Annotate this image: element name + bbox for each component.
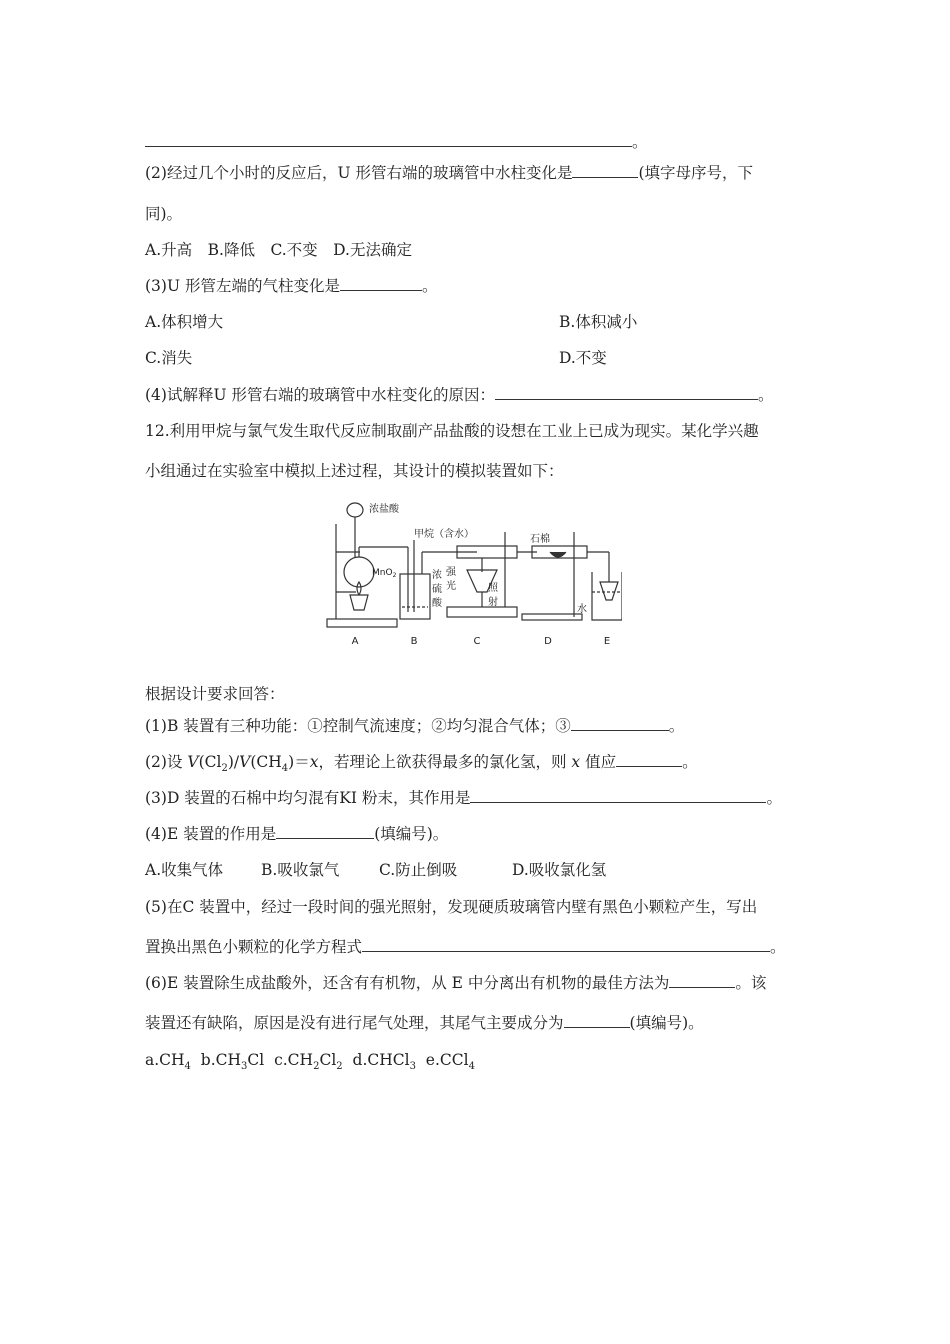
fill-blank[interactable]: [572, 163, 638, 178]
sub-question-3: (3)D 装置的石棉中均匀混有KI 粉末，其作用是 。: [145, 789, 782, 807]
label-c: C: [473, 636, 481, 647]
label-d: D: [544, 636, 552, 647]
fill-blank[interactable]: [571, 716, 669, 731]
question-3: (3)U 形管左端的气柱变化是 。: [145, 277, 438, 295]
answer-intro: 根据设计要求回答：: [145, 685, 285, 703]
label-e: E: [603, 636, 611, 647]
fill-blank[interactable]: [145, 132, 632, 147]
label-methane: 甲烷（含水）: [414, 529, 474, 540]
fill-blank[interactable]: [669, 973, 735, 988]
label-acid-2: 硫: [432, 584, 442, 595]
fill-blank[interactable]: [276, 824, 374, 839]
fill-blank[interactable]: [470, 788, 766, 803]
apparatus-d-base: [522, 614, 582, 620]
label-hcl: 浓盐酸: [369, 504, 399, 515]
apparatus-e-beaker: [592, 572, 622, 620]
fill-blank[interactable]: [340, 276, 422, 291]
flame: [357, 582, 361, 595]
label-a: A: [351, 636, 359, 647]
apparatus-c-base: [447, 607, 517, 617]
label-mno2: MnO$_2$: [372, 568, 397, 579]
question-2-cont: 同)。: [145, 205, 183, 223]
sub-question-2: (2)设 $V(Cl_2)/V(CH_4)=x$，若理论上欲获得最多的氯化氢，则 x 值应 。: [145, 753, 698, 775]
alcohol-lamp: [350, 595, 368, 610]
label-acid-3: 酸: [432, 598, 442, 609]
sub-question-6-line2: 装置还有缺陷，原因是没有进行尾气处理，其尾气主要成分为 (填编号)。: [145, 1014, 704, 1032]
inverted-funnel: [600, 582, 618, 600]
sub-question-4: (4)E 装置的作用是 (填编号)。: [145, 825, 449, 843]
label-irr-2: 射: [488, 597, 498, 608]
label-b: B: [410, 636, 418, 647]
apparatus-a-base: [327, 619, 397, 627]
fill-blank[interactable]: [564, 1013, 630, 1028]
fill-blank[interactable]: [616, 752, 682, 767]
sub-question-6-options: $a.CH_4$ $b.CH_3Cl$ $c.CH_2Cl_2$ d.CHCl$_3$ e.CCl$_4$: [145, 1051, 475, 1073]
question-3-options-row1: A.体积增大 B.体积减小: [145, 313, 638, 331]
question-2-options: A.升高 B.降低 C.不变 D.无法确定: [145, 241, 412, 259]
label-water: 水: [577, 604, 587, 615]
label-light-2: 光: [446, 581, 456, 592]
sub-question-5-line1: (5)在C 装置中，经过一段时间的强光照射，发现硬质玻璃管内壁有黑色小颗粒产生，写出: [145, 898, 758, 916]
fill-blank[interactable]: [495, 385, 758, 400]
label-acid-1: 浓: [432, 570, 442, 581]
dropping-funnel: [347, 503, 363, 517]
label-irr-1: 照: [488, 583, 498, 594]
question-2: (2)经过几个小时的反应后，U 形管右端的玻璃管中水柱变化是 (填字母序号，下: [145, 164, 754, 182]
question-3-options-row2: C.消失 D.不变: [145, 349, 607, 367]
label-light-1: 强: [446, 567, 456, 578]
sub-question-5-line2: 置换出黑色小颗粒的化学方程式 。: [145, 938, 786, 956]
problem-12-line2: 小组通过在实验室中模拟上述过程，其设计的模拟装置如下：: [145, 462, 564, 480]
fill-blank[interactable]: [362, 937, 770, 952]
apparatus-b-bottle: [400, 574, 430, 619]
answer-line-end: 。: [145, 132, 648, 152]
apparatus-diagram: [322, 492, 622, 652]
label-asbestos: 石棉: [530, 534, 550, 545]
sub-question-1: (1)B 装置有三种功能：①控制气流速度；②均匀混合气体；③ 。: [145, 717, 685, 735]
sub-question-6-line1: (6)E 装置除生成盐酸外，还含有有机物，从 E 中分离出有机物的最佳方法为 。该: [145, 974, 767, 992]
problem-12-line1: 12.利用甲烷与氯气发生取代反应制取副产品盐酸的设想在工业上已成为现实。某化学兴趣: [145, 422, 759, 440]
question-4: (4)试解释U 形管右端的玻璃管中水柱变化的原因： 。: [145, 386, 774, 404]
